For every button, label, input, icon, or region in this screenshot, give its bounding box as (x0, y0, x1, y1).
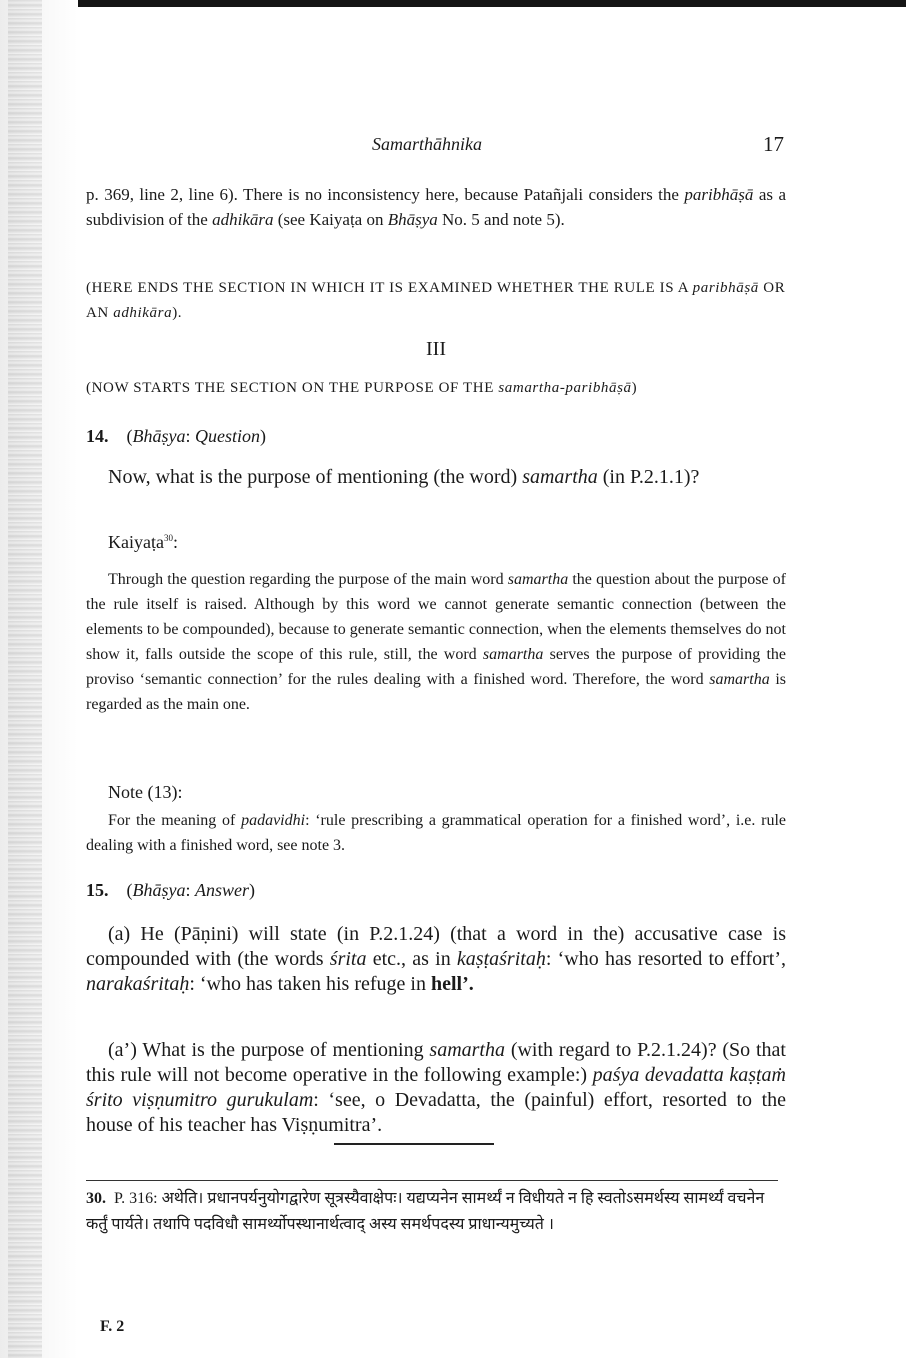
item-15-heading: 15. (Bhāṣya: Answer) (86, 880, 256, 900)
section-end-note: (HERE ENDS THE SECTION IN WHICH IT IS EXAMINED WHETHER THE RULE IS A paribhāṣā OR AN adhikāra). (86, 280, 786, 321)
page-number: 17 (763, 132, 784, 156)
running-head (86, 134, 786, 158)
footnote-devanagari: अथेति। प्रधानपर्यनुयोगद्वारेण सूत्रस्यैवाक्षेपः। यद्यप्यनेन सामर्थ्यं न विधीयते न हि स्वतोऽसमर्थस्य सामर्थ्यं वचनेन कर्तुं पार्यते। तथापि पदविधौ सामर्थ्योपस्थानार्थत्वाद् अस्य समर्थपदस्य प्राधान्यमुच्यते । (86, 1190, 765, 1233)
running-head-title: Samarthāhnika (372, 134, 482, 154)
footnote-30 (86, 1186, 786, 1238)
item-15-a-prime: (a’) What is the purpose of mentioning samartha (with regard to P.2.1.24)? (So that this rule will not become operative in the following example:) paśya devadatta kaṣṭaṁ śrito viṣṇumitro gurukulam: ‘see, o Devadatta, the (painful) effort, resorted to the house of his teacher has Viṣṇumitra’. (86, 1039, 786, 1136)
section-start-note: (NOW STARTS THE SECTION ON THE PURPOSE OF THE samartha-paribhāṣā) (86, 380, 638, 396)
item-14-heading: 14. (Bhāṣya: Question) (86, 426, 267, 446)
page-top-edge (0, 0, 906, 7)
item-15-a: (a) He (Pāṇini) will state (in P.2.1.24) (that a word in the) accusative case is compounded with (the words śrita etc., as in kaṣṭaśritaḥ: ‘who has resorted to effort’, narakaśritaḥ: ‘who has taken his refuge in hell’. (86, 923, 786, 995)
book-binding-shadow (0, 0, 78, 1358)
footnote-ref: P. 316: (114, 1190, 158, 1207)
item-14-question: Now, what is the purpose of mentioning (the word) samartha (in P.2.1.1)? (108, 466, 700, 488)
note-13-text: For the meaning of padavidhi: ‘rule prescribing a grammatical operation for a finished word’, i.e. rule dealing with a finished word, see note 3. (86, 812, 786, 854)
kaiyata-commentary: Through the question regarding the purpose of the main word samartha the question about the purpose of the rule itself is raised. Although by this word we cannot generate semantic connection (between the elements to be compounded), because to generate semantic connection, when the elements themselves do not show it, falls outside the scope of this rule, still, the word samartha serves the purpose of providing the proviso ‘semantic connection’ for the rules dealing with a finished word. Therefore, the word samartha is regarded as the main one. (86, 571, 787, 713)
footnote-rule (86, 1180, 778, 1181)
item-15-number: 15. (86, 880, 109, 900)
signature-mark: F. 2 (100, 1318, 125, 1335)
carryover-paragraph: p. 369, line 2, line 6). There is no inconsistency here, because Patañjali considers the paribhāṣā as a subdivision of the adhikāra (see Kaiyaṭa on Bhāṣya No. 5 and note 5). (86, 185, 786, 229)
section-numeral: III (426, 338, 446, 360)
footnote-number: 30. (86, 1190, 106, 1207)
pencil-underline (334, 1143, 494, 1145)
note-13-label: Note (13): (108, 782, 183, 802)
kaiyata-label: Kaiyaṭa$^{30}$: (108, 532, 178, 552)
item-14-number: 14. (86, 426, 109, 446)
